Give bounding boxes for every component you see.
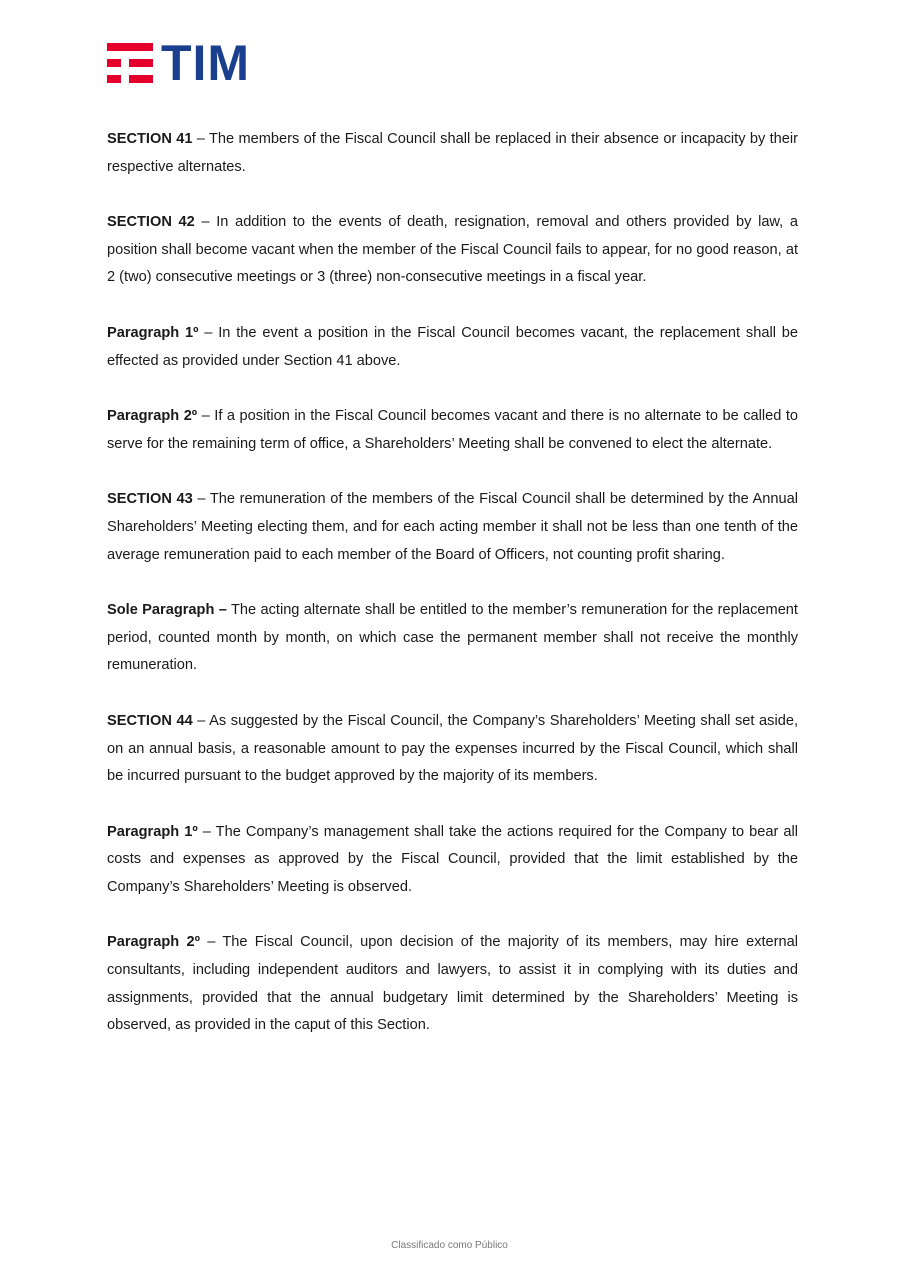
paragraph-label: Paragraph 1º	[107, 823, 198, 840]
paragraph-text: – The members of the Fiscal Council shall be replaced in their absence or incapacity by their respective alternates.	[107, 131, 798, 175]
section-44-paragraph-1	[107, 819, 798, 902]
paragraph-text: – The remuneration of the members of the Fiscal Council shall be determined by the Annual Shareholders’ Meeting electing them, and for each acting member it shall not be less than one tenth of the average remuneration paid to each member of the Board of Officers, not counting profit sharing.	[107, 491, 798, 563]
section-43-sole-paragraph	[107, 597, 798, 680]
paragraph-label: SECTION 41	[107, 131, 193, 147]
paragraph-text: – The Fiscal Council, upon decision of the majority of its members, may hire external consultants, including independent auditors and lawyers, to assist it in complying with its duties and assignments, provided that the annual budgetary limit determined by the Shareholders’ Meeting is observed, as provided in the caput of this Section.	[107, 934, 799, 1034]
page-header	[107, 35, 251, 91]
paragraph-label: Paragraph 2º	[107, 934, 200, 951]
paragraph-text: – The Company’s management shall take the actions required for the Company to bear all costs and expenses as approved by the Fiscal Council, provided that the limit established by the Company’s Shareholders’ Meeting is observed.	[107, 823, 798, 895]
paragraph-text: – In addition to the events of death, resignation, removal and others provided by law, a position shall become vacant when the member of the Fiscal Council fails to appear, for no good reason, at 2 (two) consecutive meetings or 3 (three) non-consecutive meetings in a fiscal year.	[107, 214, 799, 286]
paragraph-label: SECTION 43	[107, 491, 193, 508]
document-body	[107, 126, 798, 1068]
section-43-paragraph	[107, 486, 798, 569]
section-41-paragraph	[107, 126, 798, 181]
paragraph-label: SECTION 42	[107, 214, 195, 231]
section-42-paragraph	[107, 209, 798, 292]
paragraph-label: Paragraph 1º	[107, 324, 199, 341]
paragraph-label: Paragraph 2º	[107, 408, 198, 425]
paragraph-text: – As suggested by the Fiscal Council, the Company’s Shareholders’ Meeting shall set aside, on an annual basis, a reasonable amount to pay the expenses incurred by the Fiscal Council, which shall be incurred pursuant to the budget approved by the majority of its members.	[107, 712, 798, 785]
section-44-paragraph	[107, 708, 798, 791]
paragraph-text: The acting alternate shall be entitled to the member’s remuneration for the replacement period, counted month by month, on which case the permanent member shall not receive the monthly remuneration.	[107, 602, 798, 674]
paragraph-text: – If a position in the Fiscal Council becomes vacant and there is no alternate to be called to serve for the remaining term of office, a Shareholders’ Meeting shall be convened to elect the alternate.	[107, 408, 799, 452]
section-44-paragraph-2	[107, 929, 798, 1039]
logo-text: TIM	[161, 35, 251, 91]
section-42-paragraph-1	[107, 320, 798, 375]
paragraph-text: – In the event a position in the Fiscal Council becomes vacant, the replacement shall be effected as provided under Section 41 above.	[107, 324, 798, 369]
tim-logo-mark-icon	[107, 43, 153, 83]
section-42-paragraph-2	[107, 403, 798, 458]
classification-footer: Classificado como Público	[391, 1240, 508, 1251]
paragraph-label: Sole Paragraph –	[107, 602, 227, 619]
paragraph-label: SECTION 44	[107, 712, 193, 729]
